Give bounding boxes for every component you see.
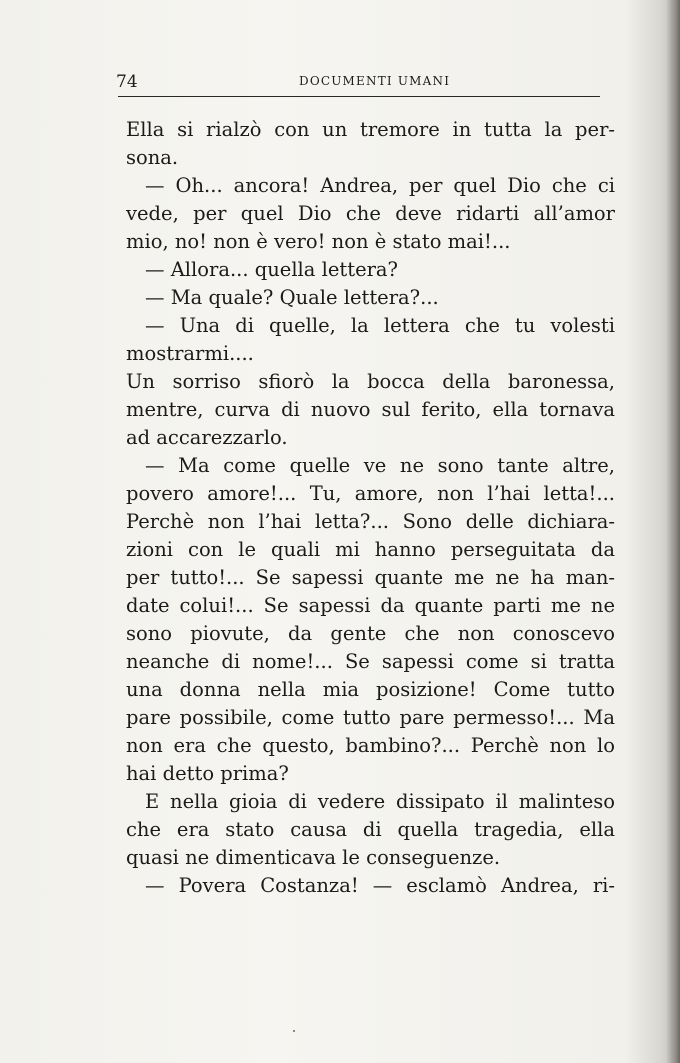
- text-line: Ella si rialzò con un tremore in tutta la per-: [126, 118, 615, 141]
- text-line: povero amore!... Tu, amore, non l’hai letta!...: [126, 482, 615, 505]
- page-number: 74: [116, 72, 138, 92]
- text-line: — Ma quale? Quale lettera?...: [145, 286, 439, 309]
- text-line: ad accarezzarlo.: [126, 426, 288, 449]
- text-line: — Una di quelle, la lettera che tu volesti: [145, 314, 615, 337]
- header-rule: [118, 96, 600, 97]
- text-line: sona.: [126, 146, 179, 169]
- page-header: [116, 70, 601, 96]
- text-line: non era che questo, bambino?... Perchè non lo: [126, 734, 615, 757]
- text-line: sono piovute, da gente che non conoscevo: [126, 622, 615, 645]
- text-line: quasi ne dimenticava le conseguenze.: [126, 846, 501, 869]
- body-text: [126, 116, 615, 900]
- text-line: Perchè non l’hai letta?... Sono delle dichiara-: [126, 510, 615, 533]
- text-line: — Allora... quella lettera?: [145, 258, 399, 281]
- text-line: date colui!... Se sapessi da quante parti me ne: [126, 594, 615, 617]
- text-line: hai detto prima?: [126, 762, 289, 785]
- text-line: mio, no! non è vero! non è stato mai!...: [126, 230, 511, 253]
- text-line: E nella gioia di vedere dissipato il malinteso: [145, 790, 615, 813]
- text-line: per tutto!... Se sapessi quante me ne ha man-: [126, 566, 615, 589]
- running-title: DOCUMENTI UMANI: [299, 74, 451, 88]
- text-line: mentre, curva di nuovo sul ferito, ella tornava: [126, 398, 615, 421]
- text-line: Un sorriso sfiorò la bocca della baronessa,: [126, 370, 615, 393]
- text-line: mostrarmi....: [126, 342, 254, 365]
- text-line: che era stato causa di quella tragedia, ella: [126, 818, 615, 841]
- text-line: neanche di nome!... Se sapessi come si tratta: [126, 650, 615, 673]
- text-line: una donna nella mia posizione! Come tutto: [126, 678, 615, 701]
- text-line: vede, per quel Dio che deve ridarti all’amor: [126, 202, 615, 225]
- page-edge-shadow: [666, 0, 680, 1063]
- text-line: — Povera Costanza! — esclamò Andrea, ri-: [145, 874, 615, 897]
- text-line: zioni con le quali mi hanno perseguitata da: [126, 538, 615, 561]
- paper-speck: [293, 1030, 295, 1032]
- text-line: pare possibile, come tutto pare permesso!... Ma: [126, 706, 615, 729]
- text-line: — Oh... ancora! Andrea, per quel Dio che ci: [145, 174, 615, 197]
- text-line: — Ma come quelle ve ne sono tante altre,: [145, 454, 615, 477]
